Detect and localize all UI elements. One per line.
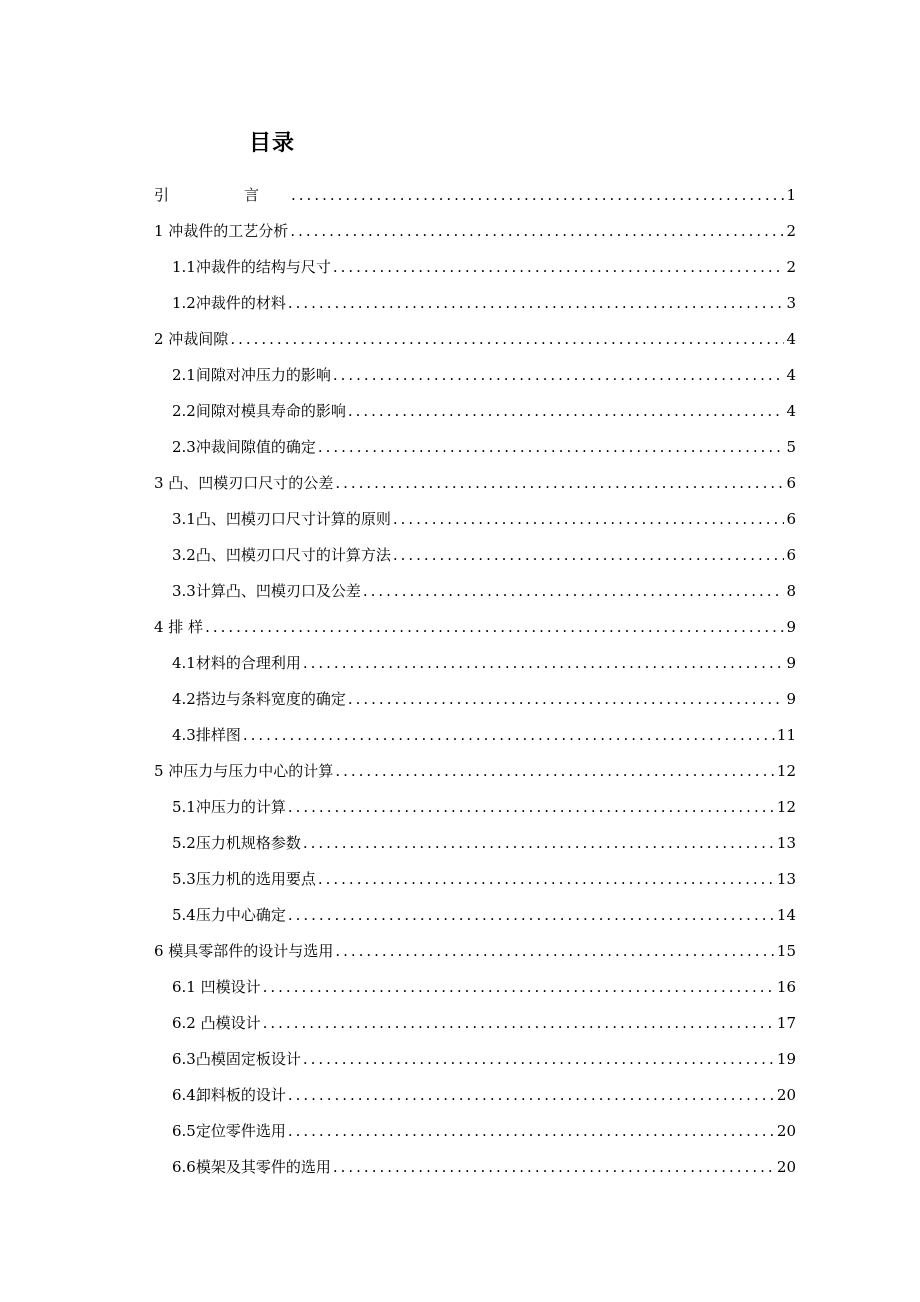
toc-entry-page-number: 20 <box>776 1122 796 1140</box>
toc-entry[interactable] <box>154 645 796 681</box>
toc-entry-label: 5.1冲压力的计算 <box>172 798 286 816</box>
toc-entry-page-number: 2 <box>786 222 796 240</box>
toc-entry-label: 1.1冲裁件的结构与尺寸 <box>172 258 331 276</box>
toc-entry-label: 5.2压力机规格参数 <box>172 834 301 852</box>
toc-entry-page-number: 13 <box>776 870 796 888</box>
toc-leader-dots <box>303 645 785 681</box>
toc-entry[interactable] <box>154 537 796 573</box>
toc-entry[interactable] <box>154 177 796 213</box>
toc-leader-dots <box>303 1041 775 1077</box>
toc-entry[interactable] <box>154 1149 796 1185</box>
toc-leader-dots <box>335 465 784 501</box>
toc-entry[interactable] <box>154 1113 796 1149</box>
toc-entry-label: 4.2搭边与条料宽度的确定 <box>172 690 346 708</box>
toc-entry-label: 引 言 <box>154 186 290 204</box>
toc-entry-label: 4.1材料的合理利用 <box>172 654 301 672</box>
toc-leader-dots <box>290 213 784 249</box>
toc-entry[interactable] <box>154 717 796 753</box>
toc-entry-label: 1 冲裁件的工艺分析 <box>154 222 289 240</box>
toc-entry[interactable] <box>154 861 796 897</box>
table-of-contents <box>154 177 796 1185</box>
toc-entry-page-number: 3 <box>786 294 796 312</box>
toc-entry[interactable] <box>154 681 796 717</box>
toc-leader-dots <box>288 1113 775 1149</box>
toc-entry-page-number: 16 <box>776 978 796 996</box>
toc-entry-label: 3.3计算凸、凹模刃口及公差 <box>172 582 361 600</box>
toc-entry[interactable] <box>154 429 796 465</box>
toc-leader-dots <box>288 285 785 321</box>
toc-entry-label: 5 冲压力与压力中心的计算 <box>154 762 334 780</box>
toc-leader-dots <box>333 249 785 285</box>
toc-entry-page-number: 4 <box>786 402 796 420</box>
toc-leader-dots <box>318 861 775 897</box>
toc-entry-label: 6.5定位零件选用 <box>172 1122 286 1140</box>
toc-entry-page-number: 4 <box>786 366 796 384</box>
toc-entry[interactable] <box>154 465 796 501</box>
toc-leader-dots <box>243 717 775 753</box>
toc-leader-dots <box>291 177 784 213</box>
toc-entry[interactable] <box>154 933 796 969</box>
toc-entry-label: 2.2间隙对模具寿命的影响 <box>172 402 346 420</box>
toc-entry-page-number: 6 <box>786 474 796 492</box>
toc-entry-label: 5.3压力机的选用要点 <box>172 870 316 888</box>
toc-entry-page-number: 14 <box>776 906 796 924</box>
toc-leader-dots <box>348 681 785 717</box>
toc-leader-dots <box>205 609 784 645</box>
toc-entry[interactable] <box>154 501 796 537</box>
toc-entry-page-number: 9 <box>786 654 796 672</box>
toc-entry-label: 6 模具零部件的设计与选用 <box>154 942 334 960</box>
toc-title: 目录 <box>248 131 295 156</box>
toc-leader-dots <box>333 1149 775 1185</box>
toc-leader-dots <box>303 825 775 861</box>
toc-entry[interactable] <box>154 825 796 861</box>
toc-entry-page-number: 6 <box>786 546 796 564</box>
toc-entry-page-number: 8 <box>786 582 796 600</box>
toc-entry-page-number: 19 <box>776 1050 796 1068</box>
toc-entry-label: 3 凸、凹模刃口尺寸的公差 <box>154 474 334 492</box>
toc-entry[interactable] <box>154 321 796 357</box>
toc-entry-page-number: 20 <box>776 1086 796 1104</box>
toc-entry[interactable] <box>154 969 796 1005</box>
toc-entry-page-number: 1 <box>786 186 796 204</box>
toc-leader-dots <box>333 357 785 393</box>
toc-entry-label: 3.1凸、凹模刃口尺寸计算的原则 <box>172 510 391 528</box>
toc-leader-dots <box>335 753 775 789</box>
toc-leader-dots <box>230 321 784 357</box>
toc-entry-label: 2.3冲裁间隙值的确定 <box>172 438 316 456</box>
toc-entry-page-number: 13 <box>776 834 796 852</box>
toc-entry[interactable] <box>154 789 796 825</box>
toc-entry[interactable] <box>154 1077 796 1113</box>
toc-entry[interactable] <box>154 1005 796 1041</box>
toc-entry-label: 6.1 凹模设计 <box>172 978 261 996</box>
toc-entry-page-number: 20 <box>776 1158 796 1176</box>
toc-leader-dots <box>288 789 775 825</box>
toc-leader-dots <box>393 501 785 537</box>
toc-leader-dots <box>348 393 785 429</box>
toc-entry[interactable] <box>154 393 796 429</box>
toc-entry-label: 3.2凸、凹模刃口尺寸的计算方法 <box>172 546 391 564</box>
toc-entry-page-number: 4 <box>786 330 796 348</box>
toc-entry-page-number: 11 <box>776 726 796 744</box>
toc-entry[interactable] <box>154 609 796 645</box>
toc-entry-page-number: 12 <box>776 762 796 780</box>
toc-leader-dots <box>363 573 785 609</box>
toc-entry-label: 6.2 凸模设计 <box>172 1014 261 1032</box>
toc-entry[interactable] <box>154 249 796 285</box>
toc-entry-label: 4 排 样 <box>154 618 204 636</box>
toc-entry[interactable] <box>154 357 796 393</box>
toc-leader-dots <box>335 933 775 969</box>
toc-leader-dots <box>393 537 785 573</box>
toc-entry-label: 6.4卸料板的设计 <box>172 1086 286 1104</box>
toc-leader-dots <box>263 969 775 1005</box>
toc-entry-page-number: 12 <box>776 798 796 816</box>
toc-entry-page-number: 5 <box>786 438 796 456</box>
toc-entry-page-number: 15 <box>776 942 796 960</box>
toc-entry-label: 6.6模架及其零件的选用 <box>172 1158 331 1176</box>
toc-entry-label: 2.1间隙对冲压力的影响 <box>172 366 331 384</box>
toc-entry-page-number: 17 <box>776 1014 796 1032</box>
toc-entry-label: 4.3排样图 <box>172 726 241 744</box>
toc-entry-label: 6.3凸模固定板设计 <box>172 1050 301 1068</box>
toc-leader-dots <box>318 429 785 465</box>
toc-entry[interactable] <box>154 213 796 249</box>
toc-entry-page-number: 9 <box>786 618 796 636</box>
toc-entry-page-number: 6 <box>786 510 796 528</box>
toc-leader-dots <box>288 897 775 933</box>
toc-entry-label: 5.4压力中心确定 <box>172 906 286 924</box>
toc-entry[interactable] <box>154 753 796 789</box>
toc-entry[interactable] <box>154 897 796 933</box>
toc-leader-dots <box>263 1005 775 1041</box>
toc-entry[interactable] <box>154 285 796 321</box>
toc-entry-label: 2 冲裁间隙 <box>154 330 229 348</box>
toc-entry-page-number: 9 <box>786 690 796 708</box>
toc-leader-dots <box>288 1077 775 1113</box>
toc-entry[interactable] <box>154 573 796 609</box>
toc-entry-page-number: 2 <box>786 258 796 276</box>
toc-title-wrapper <box>0 126 920 157</box>
toc-entry[interactable] <box>154 1041 796 1077</box>
toc-entry-label: 1.2冲裁件的材料 <box>172 294 286 312</box>
